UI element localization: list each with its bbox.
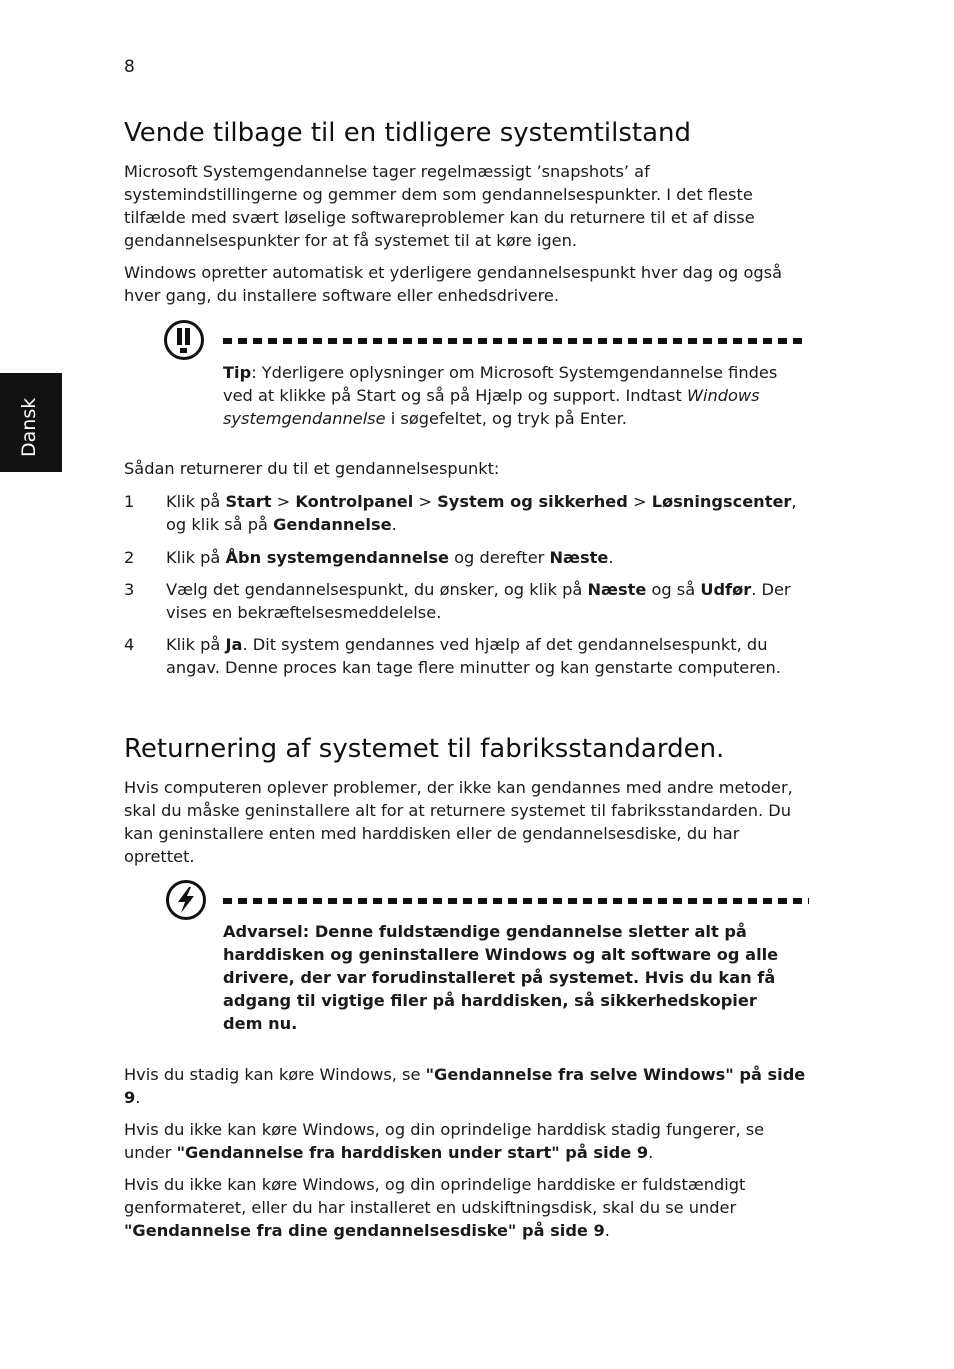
link-recovery-from-windows[interactable]: "Gendannelse fra selve Windows" på side 9 [124,1065,806,1107]
reference-recovery-discs: Hvis du ikke kan køre Windows, og din oprindelige harddiske er fuldstændigt genformateret, eller du har installeret en udskiftningsdisk, skal du se under "Gendannelse fra dine gendannelsesdiske" på side 9. [124,1175,746,1240]
lightning-glyph-icon [175,886,197,914]
tip-text [223,361,793,430]
step-2-text: Klik på Åbn systemgendannelse og derefter Næste. [166,548,614,567]
step-4-text: Klik på Ja. Dit system gendannes ved hjælp af det gendannelsespunkt, du angav. Denne proces kan tage flere minutter og kan genstarte computeren. [166,635,781,677]
tip-body-1: : Yderligere oplysninger om Microsoft Systemgendannelse findes ved at klikke på Start og så på Hjælp og support. Indtast [223,363,778,405]
exclamation-icon [164,320,204,360]
reference-windows: Hvis du stadig kan køre Windows, se "Gendannelse fra selve Windows" på side 9. [124,1065,806,1107]
section-heading-restore-point: Vende tilbage til en tidligere systemtilstand [124,118,692,148]
lightning-icon [166,880,206,920]
exclamation-glyph-icon [174,326,194,354]
warning-text: Advarsel: Denne fuldstændige gendannelse sletter alt på harddisken og geninstallere Windows og alt software og alle drivere, der var forudinstalleret på systemet. Hvis du kan få adgang til vigtige filer på harddisken, så sikkerhedskopier dem nu. [223,922,779,1033]
step-number: 3 [124,580,135,599]
tip-divider [223,338,805,344]
step-number: 1 [124,492,135,511]
link-recovery-from-discs[interactable]: "Gendannelse fra dine gendannelsesdiske" på side 9 [124,1221,605,1240]
reference-harddisk: Hvis du ikke kan køre Windows, og din oprindelige harddisk stadig fungerer, se under "Gendannelse fra harddisken under start" på side 9. [124,1120,765,1162]
section-heading-factory-reset: Returnering af systemet til fabriksstandarden. [124,734,725,764]
auto-restore-paragraph: Windows opretter automatisk et yderligere gendannelsespunkt hver dag og også hver gang, du installere software eller enhedsdrivere. [124,263,782,305]
step-1-text: Klik på Start > Kontrolpanel > System og sikkerhed > Løsningscenter, og klik så på Gendannelse. [166,492,797,534]
factory-reset-paragraph: Hvis computeren oplever problemer, der ikke kan gendannes med andre metoder, skal du måske geninstallere alt for at returnere systemet til fabriksstandarden. Du kan geninstallere enten med harddisken eller de gendannelsesdiske, du har oprettet. [124,778,793,866]
tip-label: Tip [223,363,252,382]
step-3-text: Vælg det gendannelsespunkt, du ønsker, og klik på Næste og så Udfør. Der vises en bekræftelsesmeddelelse. [166,580,791,622]
step-number: 4 [124,635,135,654]
language-side-tab [0,373,62,472]
intro-paragraph: Microsoft Systemgendannelse tager regelmæssigt ’snapshots’ af systemindstillingerne og gemmer dem som gendannelsespunkter. I det fleste tilfælde med svært løselige softwareproblemer kan du returnere til et af disse gendannelsespunkter for at få systemet til at køre igen. [124,162,755,250]
link-recovery-from-harddisk[interactable]: "Gendannelse fra harddisken under start" på side 9 [176,1143,649,1162]
tip-search-term: Windows systemgendannelse [223,386,760,428]
step-number: 2 [124,548,135,567]
side-tab-label: Dansk [18,397,40,457]
warning-divider [223,898,809,904]
steps-intro: Sådan returnerer du til et gendannelsespunkt: [124,459,500,478]
tip-body-2: i søgefeltet, og tryk på Enter. [385,409,627,428]
page-number: 8 [124,57,135,77]
